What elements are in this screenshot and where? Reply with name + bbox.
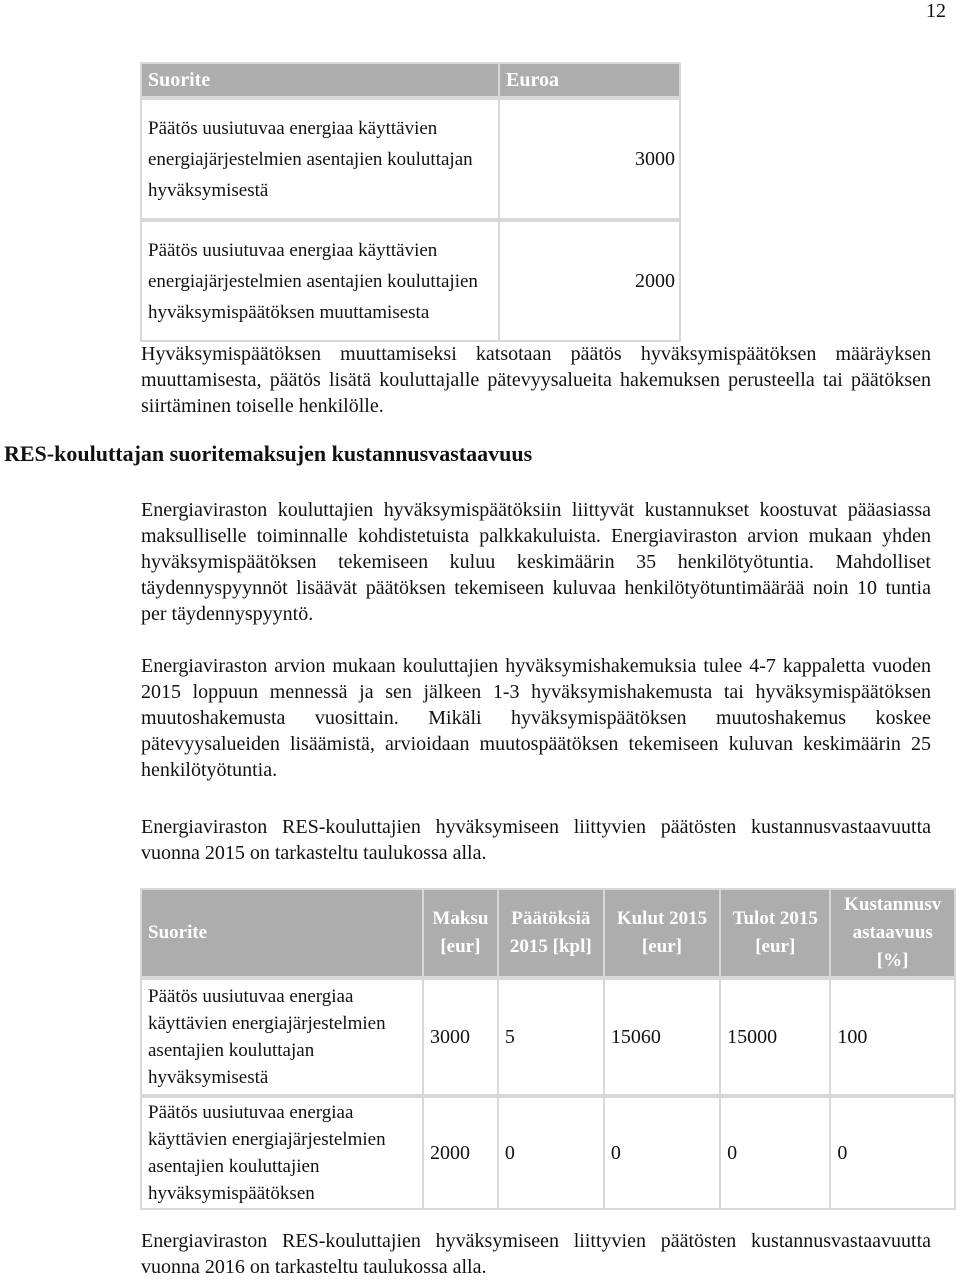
- header-line: 2015 [kpl]: [509, 936, 592, 957]
- header-line: Kustannusv: [844, 894, 942, 915]
- cell-kustannusvastaavuus: 100: [830, 978, 955, 1096]
- header-paatoksia: [498, 889, 604, 978]
- row-description: [141, 220, 499, 341]
- description-line: energiajärjestelmien asentajien kouluttajan: [148, 148, 473, 170]
- cell-kulut: 0: [604, 1096, 720, 1209]
- header-suorite: Suorite: [141, 889, 423, 978]
- description-line: hyväksymisestä: [148, 1067, 269, 1088]
- section-heading: RES-kouluttajan suoritemaksujen kustannusvastaavuus: [4, 441, 533, 466]
- cell-paatoksia: 0: [498, 1096, 604, 1209]
- cell-tulot: 15000: [720, 978, 830, 1096]
- header-line: Kulut 2015: [616, 908, 708, 929]
- fee-table: [140, 62, 681, 342]
- header-line: Tulot 2015: [732, 908, 818, 929]
- header-line: [eur]: [755, 936, 796, 957]
- description-line: asentajien kouluttajan: [148, 1040, 315, 1061]
- paragraph-table-intro-2016: Energiaviraston RES-kouluttajien hyväksymiseen liittyvien päätösten kustannusvastaavuutta vuonna 2016 on tarkasteltu taulukossa alla.: [141, 1230, 931, 1278]
- page-number: 12: [926, 0, 946, 22]
- description-line: hyväksymispäätöksen muuttamisesta: [148, 301, 430, 323]
- header-suorite: Suorite: [141, 63, 499, 98]
- description-line: Päätös uusiutuvaa energiaa: [148, 986, 354, 1007]
- description-line: energiajärjestelmien asentajien kouluttajien: [148, 270, 478, 292]
- table-row: [141, 1096, 955, 1209]
- header-line: [eur]: [440, 936, 481, 957]
- description-line: Päätös uusiutuvaa energiaa käyttävien: [148, 117, 438, 139]
- description-line: hyväksymisestä: [148, 179, 269, 201]
- table-row: [141, 98, 680, 220]
- cell-tulot: 0: [720, 1096, 830, 1209]
- description-line: käyttävien energiajärjestelmien: [148, 1129, 386, 1150]
- header-euroa: Euroa: [499, 63, 680, 98]
- cell-kustannusvastaavuus: 0: [830, 1096, 955, 1209]
- header-line: [eur]: [641, 936, 683, 957]
- cell-paatoksia: 5: [498, 978, 604, 1096]
- cell-kulut: 15060: [604, 978, 720, 1096]
- description-line: asentajien kouluttajien: [148, 1156, 320, 1177]
- table-row: [141, 220, 680, 341]
- description-line: Päätös uusiutuvaa energiaa käyttävien: [148, 239, 438, 261]
- paragraph-costs: Energiaviraston kouluttajien hyväksymispäätöksiin liittyvät kustannukset koostuvat pääasiassa maksulliselle toiminnalle kohdistetuista palkkakuluista. Energiaviraston arvion mukaan yhden hyväksymispäätöksen tekemiseen kuluu keskimäärin 35 henkilötyötuntia. Mahdolliset täydennyspyynnöt lisäävät päätöksen tekemiseen kuluvaa henkilötyötuntimäärää noin 10 tuntia per täydennyspyyntö.: [141, 499, 931, 625]
- header-line: Päätöksiä: [511, 908, 591, 929]
- description-line: hyväksymispäätöksen: [148, 1183, 315, 1204]
- description-line: käyttävien energiajärjestelmien: [148, 1013, 386, 1034]
- header-tulot: [720, 889, 830, 978]
- header-line: [%]: [876, 950, 909, 971]
- paragraph-definition: Hyväksymispäätöksen muuttamiseksi katsotaan päätös hyväksymispäätöksen määräyksen muuttamisesta, päätös lisätä kouluttajalle pätevyysalueita hakemuksen perusteella tai päätöksen siirtäminen toiselle henkilölle.: [141, 343, 931, 417]
- row-description: [141, 1096, 423, 1209]
- cell-maksu: 2000: [423, 1096, 498, 1209]
- paragraph-estimate: Energiaviraston arvion mukaan kouluttajien hyväksymishakemuksia tulee 4-7 kappaletta vuoden 2015 loppuun mennessä ja sen jälkeen 1-3 hyväksymishakemusta tai hyväksymispäätöksen muutoshakemusta vuosittain. Mikäli hyväksymispäätöksen muutoshakemus koskee pätevyysalueiden lisäämistä, arvioidaan muutospäätöksen tekemiseen kuluvan keskimäärin 25 henkilötyötuntia.: [141, 655, 931, 781]
- paragraph-table-intro-2015: Energiaviraston RES-kouluttajien hyväksymiseen liittyvien päätösten kustannusvastaavuutta vuonna 2015 on tarkasteltu taulukossa alla.: [141, 816, 931, 864]
- cell-maksu: 3000: [423, 978, 498, 1096]
- table-row: [141, 978, 955, 1096]
- description-line: Päätös uusiutuvaa energiaa: [148, 1102, 354, 1123]
- row-description: [141, 978, 423, 1096]
- header-maksu: [423, 889, 498, 978]
- cost-recovery-table: [140, 888, 956, 1210]
- table-header-row: [141, 889, 955, 978]
- row-description: [141, 98, 499, 220]
- row-value: 3000: [499, 98, 680, 220]
- table-header-row: [141, 63, 680, 98]
- row-value: 2000: [499, 220, 680, 341]
- header-line: Maksu: [432, 908, 489, 929]
- header-kulut: [604, 889, 720, 978]
- header-line: astaavuus: [852, 922, 933, 943]
- header-kustannusvastaavuus: [830, 889, 955, 978]
